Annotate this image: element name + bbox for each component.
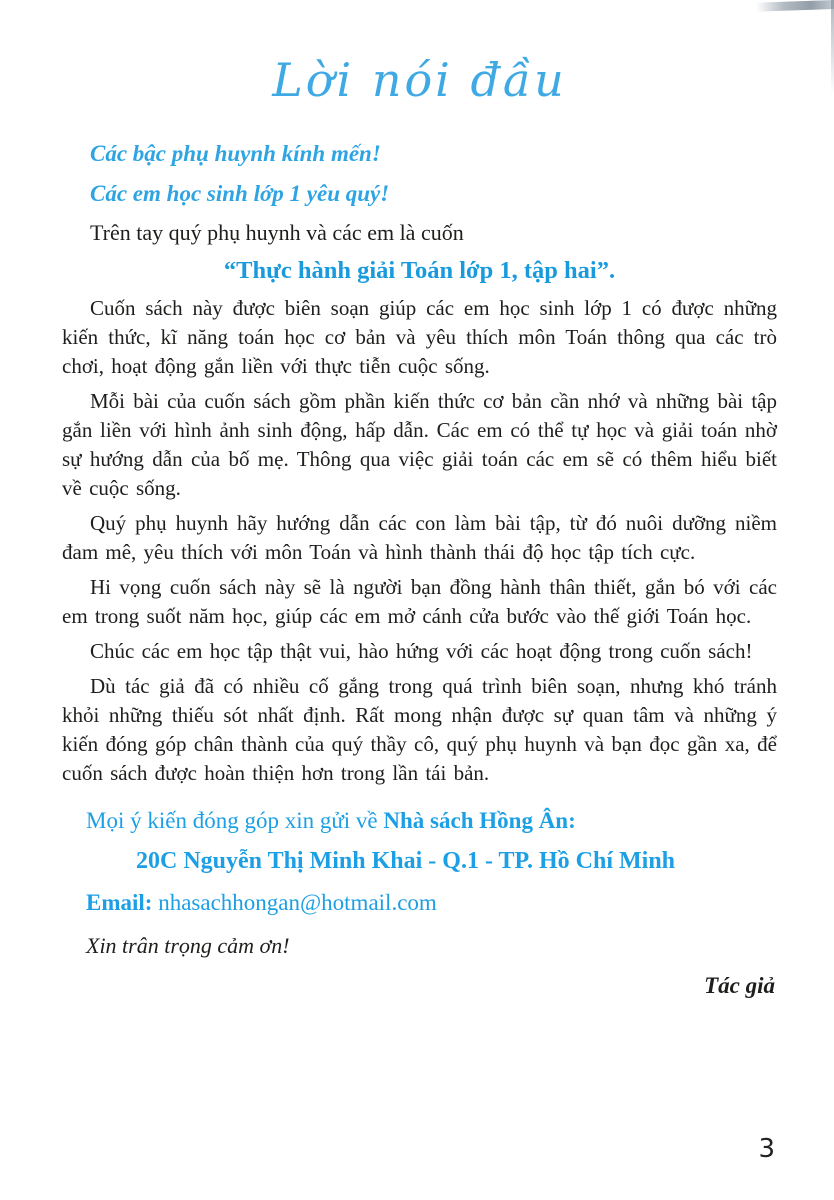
- contact-block: [62, 800, 777, 923]
- email-address: nhasachhongan@hotmail.com: [158, 890, 437, 915]
- paragraph-3: Quý phụ huynh hãy hướng dẫn các con làm bài tập, từ đó nuôi dưỡng niềm đam mê, yêu thích với môn Toán và hình thành thái độ học tập tích cực.: [62, 511, 777, 564]
- paragraph-2: Mỗi bài của cuốn sách gồm phần kiến thức cơ bản cần nhớ và những bài tập gắn liền với hình ảnh sinh động, hấp dẫn. Các em có thể tự học và giải toán nhờ sự hướng dẫn của bố mẹ. Thông qua việc giải toán các em sẽ có thêm hiểu biết về cuộc sống.: [62, 389, 777, 500]
- email-label: Email:: [86, 890, 159, 915]
- contact-line: [62, 800, 777, 841]
- paragraph-6: Dù tác giả đã có nhiều cố gắng trong quá trình biên soạn, nhưng khó tránh khỏi những thiếu sót nhất định. Rất mong nhận được sự quan tâm và những ý kiến đóng góp chân thành của quý thầy cô, quý phụ huynh và bạn đọc gần xa, để cuốn sách được hoàn thiện hơn trong lần tái bản.: [62, 674, 777, 785]
- contact-prefix: Mọi ý kiến đóng góp xin gửi về: [86, 808, 384, 833]
- paragraph-5: Chúc các em học tập thật vui, hào hứng với các hoạt động trong cuốn sách!: [90, 639, 753, 663]
- paragraph-1: Cuốn sách này được biên soạn giúp các em học sinh lớp 1 có được những kiến thức, kĩ năng toán học cơ bản và yêu thích môn Toán thông qua các trò chơi, hoạt động gắn liền với thực tiễn cuộc sống.: [62, 296, 777, 378]
- greeting-students: Các em học sinh lớp 1 yêu quý!: [90, 181, 390, 206]
- bookstore-name: Nhà sách Hồng Ân:: [383, 808, 576, 833]
- greetings-block: [62, 134, 777, 214]
- book-title: “Thực hành giải Toán lớp 1, tập hai”.: [223, 257, 616, 284]
- paragraph-4: Hi vọng cuốn sách này sẽ là người bạn đồng hành thân thiết, gắn bó với các em trong suốt năm học, giúp các em mở cánh cửa bước vào thế giới Toán học.: [62, 575, 777, 628]
- page-number: 3: [758, 1134, 775, 1164]
- bookstore-address: 20C Nguyễn Thị Minh Khai - Q.1 - TP. Hồ Chí Minh: [136, 848, 676, 874]
- greeting-parents: Các bậc phụ huynh kính mến!: [90, 141, 381, 166]
- author-signature: Tác giả: [704, 973, 775, 998]
- closing-line: Xin trân trọng cảm ơn!: [86, 933, 290, 958]
- intro-line: Trên tay quý phụ huynh và các em là cuốn: [90, 220, 464, 245]
- scan-smudge-artifact: [756, 0, 834, 12]
- page-title: Lời nói đầu: [272, 53, 567, 107]
- email-line: [62, 882, 777, 923]
